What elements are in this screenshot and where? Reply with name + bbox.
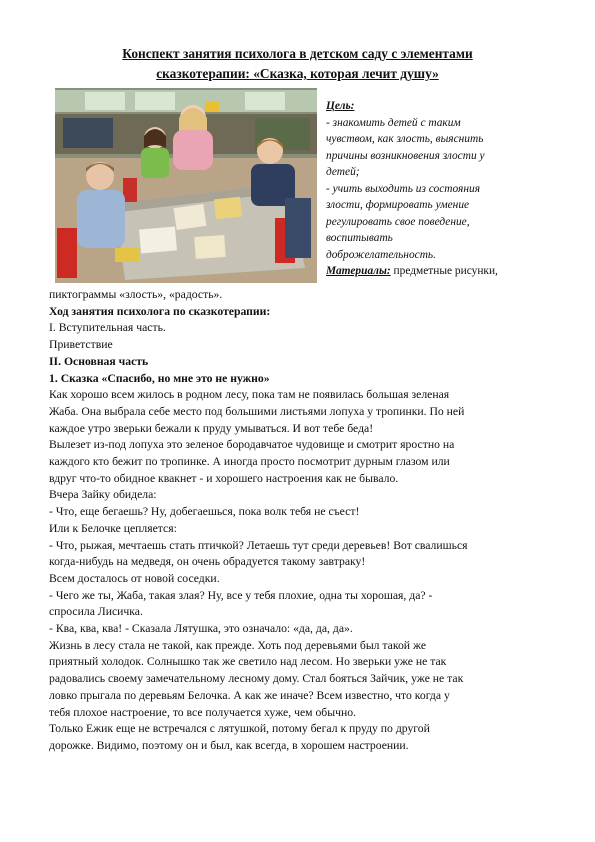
story-line: спросила Лисичка.	[49, 605, 143, 619]
goal-line: регулировать свое поведение,	[326, 215, 470, 228]
story-line: Вылезет из-под лопуха это зеленое бородавчатое чудовище и смотрит яростно на	[49, 438, 455, 452]
story-line: каждого кто бежит по тропинке. А иногда просто посмотрит дурным глазом или	[49, 455, 450, 469]
story-line: Вчера Зайку обидела:	[49, 488, 157, 502]
title-line-1: Конспект занятия психолога в детском саду с элементами	[122, 46, 473, 61]
story-line: - Чего же ты, Жаба, такая злая? Ну, все у тебя плохие, одна ты хорошая, да? -	[49, 588, 433, 602]
greeting-label: Приветствие	[49, 338, 113, 352]
goal-line: доброжелательность.	[326, 248, 436, 261]
story-line: Только Ежик еще не встречался с лятушкой, потому бегал к пруду по другой	[49, 722, 430, 736]
story-line: каждое утро зверьки бежали к пруду умываться. И вот тебе беда!	[49, 421, 374, 435]
goal-heading: Цель:	[326, 100, 355, 112]
part-2-heading: II. Основная часть	[49, 354, 149, 368]
story-line: приятный холодок. Солнышко так же светило над лесом. Но зверьки уже не так	[49, 655, 447, 669]
title-line-2: сказкотерапии: «Сказка, которая лечит душу»	[156, 66, 439, 81]
story-line: - Что, рыжая, мечтаешь стать птичкой? Летаешь тут среди деревьев! Вот свалишься	[49, 538, 468, 552]
goal-line: чувством, как злость, выяснить	[326, 133, 484, 145]
goal-line: детей;	[326, 166, 360, 178]
goal-section	[326, 98, 551, 280]
story-line: Или к Белочке цепляется:	[49, 521, 177, 535]
materials-continuation: пиктограммы «злость», «радость».	[49, 288, 223, 301]
story-line: Жизнь в лесу стала не такой, как прежде. Хоть под деревьями был такой же	[49, 638, 427, 652]
story-line: когда-нибудь на медведя, он очень обрадуется такому завтраку!	[49, 555, 366, 569]
story-line: радовались своему замечательному лесному дому. Стал бояться Зайчик, уже не так	[49, 672, 464, 686]
story-line: ловко прыгала по деревьям Белочка. А как же иначе? Всем известно, что когда у	[49, 688, 450, 702]
materials-heading: Материалы:	[326, 265, 391, 277]
document-title	[40, 44, 555, 84]
lesson-body	[49, 287, 559, 755]
goal-line: злости, формировать умение	[326, 199, 470, 211]
goal-line: воспитывать	[326, 232, 393, 244]
story-title: 1. Сказка «Спасибо, но мне это не нужно»	[49, 371, 270, 385]
classroom-photo	[55, 88, 317, 283]
materials-text: предметные рисунки,	[390, 265, 498, 277]
story-line: - Что, еще бегаешь? Ну, добегаешься, пока волк тебя не съест!	[49, 505, 360, 519]
goal-line: - учить выходить из состояния	[326, 182, 480, 195]
goal-line: причины возникновения злости у	[326, 149, 485, 162]
story-line: Как хорошо всем жилось в родном лесу, пока там не появилась большая зеленая	[49, 388, 450, 402]
story-line: дорожке. Видимо, поэтому он и был, как всегда, в хорошем настроении.	[49, 738, 409, 752]
story-line: вдруг что-то обидное квакнет - и хорошего настроения как не бывало.	[49, 471, 399, 485]
goal-line: - знакомить детей с таким	[326, 116, 461, 129]
materials-line	[326, 263, 551, 280]
story-line: - Ква, ква, ква! - Сказала Лятушка, это означало: «да, да, да».	[49, 622, 353, 636]
part-1-heading: I. Вступительная часть.	[49, 321, 166, 335]
classroom-photo-illustration	[55, 88, 317, 283]
course-heading: Ход занятия психолога по сказкотерапии:	[49, 304, 271, 318]
story-line: тебя плохое настроение, то все получается хуже, чем обычно.	[49, 705, 357, 719]
story-line: Жаба. Она выбрала себе место под большими листьями лопуха у тропинки. По ней	[49, 404, 465, 418]
story-line: Всем досталось от новой соседки.	[49, 571, 220, 585]
